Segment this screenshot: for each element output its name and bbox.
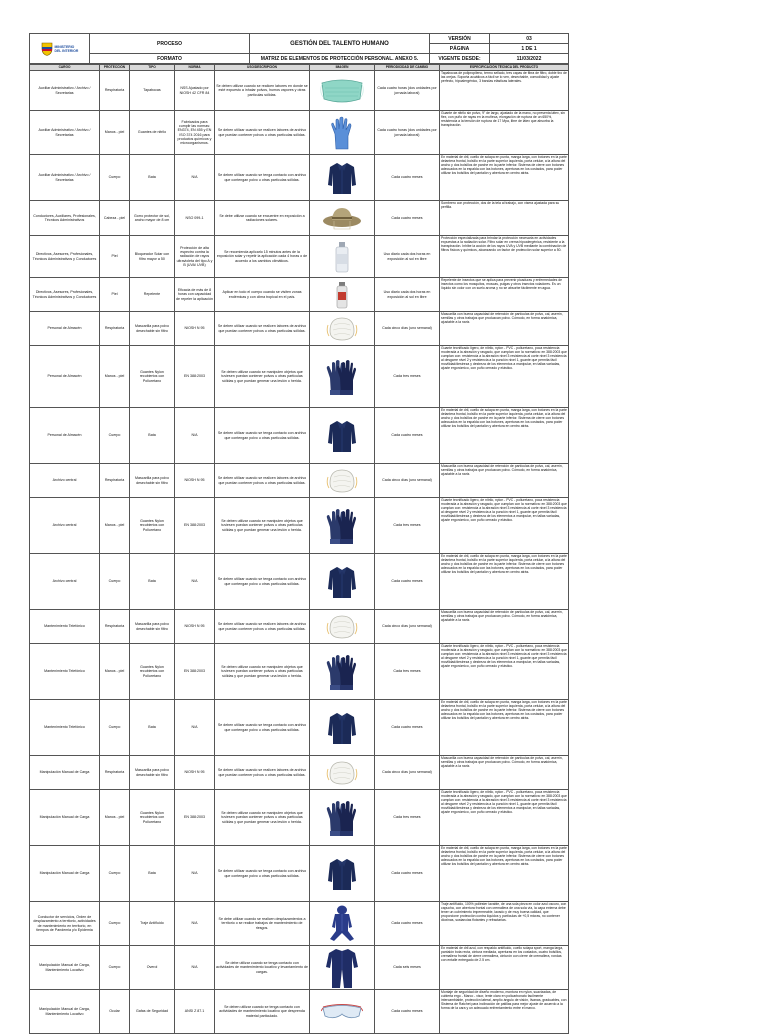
uso-cell: Se deben utilizar cuando se tenga contacto con archivo que contengan polvo u otras partículas sólidas. — [215, 554, 310, 610]
proteccion-cell: Cuerpo — [100, 700, 130, 756]
vigente-label: VIGENTE DESDE: — [430, 54, 490, 64]
overall-coverall-icon — [310, 947, 374, 989]
proteccion-cell: Cabeza - piel — [100, 201, 130, 236]
table-row — [30, 236, 569, 278]
especificacion-cell: En material de dril, cuello de solapa en punta, manga larga, con botones en la parte delantera frontal, bolsillo en la parte superior izquierda, porta celular, a la altura del ancho y dos bolsillos de parche en la parte inferior. Sistema de cierre con botones adecuados en la espalda con las botones, aperturas en los costados, para poder utilizar los bolsillos del pantalón y abertura en centro atrás. — [440, 554, 569, 610]
uso-cell: Se debe utilizar cuando se encuentre en exposición a radiaciones solares. — [215, 201, 310, 236]
image-cell — [310, 201, 375, 236]
tipo-cell: Tapabocas — [130, 71, 175, 111]
especificacion-cell: Mascarilla con buena capacidad de retención de partículas de polvo, cal, aserrín, semillas y otros trabajos que produzcan polvo. Cómodo, en forma anatómica, ajustable a la nariz. — [440, 756, 569, 790]
image-cell — [310, 111, 375, 155]
image-cell — [310, 464, 375, 498]
table-row — [30, 846, 569, 902]
tipo-cell: Mascarilla para polvo desechable sin filtro — [130, 464, 175, 498]
norma-cell: NIOSH N 95 — [175, 756, 215, 790]
cargo-cell: Personal de Almacén — [30, 346, 100, 408]
image-cell — [310, 756, 375, 790]
uso-cell: Se deben utilizar cuando se realicen labores de archivo que puedan contener polvos u otras partículas sólidas. — [215, 464, 310, 498]
version-label: VERSIÓN — [430, 34, 490, 44]
proteccion-cell: Cuerpo — [100, 408, 130, 464]
proteccion-cell: Cuerpo — [100, 155, 130, 201]
norma-cell: N/A — [175, 408, 215, 464]
vigente-value: 11/03/2022 — [490, 54, 569, 64]
cargo-cell: Archivo central — [30, 498, 100, 554]
cargo-cell: Conductor de servicios, Orden de desplazamiento a territorio, actividades de mantenimiento en territorio, en tiempos de Pandemia y/o Epidemia — [30, 902, 100, 946]
image-cell — [310, 71, 375, 111]
periodicidad-cell: Cada tres meses — [375, 498, 440, 554]
tipo-cell: Guantes de nitrilo — [130, 111, 175, 155]
image-cell — [310, 902, 375, 946]
work-coat-icon — [310, 161, 374, 195]
cargo-cell: Mantenimiento Telefónico — [30, 610, 100, 644]
proteccion-cell: Respiratoria — [100, 610, 130, 644]
cargo-cell: Mantenimiento Telefónico — [30, 644, 100, 700]
col-header-tipo: TIPO — [130, 65, 175, 71]
especificacion-cell: En material de dril azul, con respaldo antifluido, cuello solapa sport, manga larga, pantalón bota recta, cintura mediada, aperturas en los costados, cuatro bolsillos, cremallera frontal de cierre cremallera, cinturón con cierre de cremallera, rondas con entalle entregado de 2.5 cm. — [440, 946, 569, 990]
surgical-mask-icon — [310, 75, 374, 107]
norma-cell: N/A — [175, 902, 215, 946]
table-row — [30, 464, 569, 498]
table-row — [30, 201, 569, 236]
cargo-cell: Archivo central — [30, 464, 100, 498]
image-cell — [310, 990, 375, 1034]
table-row — [30, 990, 569, 1034]
image-cell — [310, 610, 375, 644]
norma-cell: NSO 099-1 — [175, 201, 215, 236]
image-cell — [310, 946, 375, 990]
norma-cell: NSS Ajustado por NIOSH 42 CFR 84 — [175, 71, 215, 111]
periodicidad-cell: Cada tres meses — [375, 790, 440, 846]
proteccion-cell: Cuerpo — [100, 902, 130, 946]
cargo-cell: Archivo central — [30, 554, 100, 610]
ppe-matrix-table — [29, 64, 569, 1034]
work-coat-icon — [310, 419, 374, 453]
proteccion-cell: Manos - piel — [100, 498, 130, 554]
especificacion-cell: Guante tecnificado ligero, de nitrilo, nylon - PVC - poliuretano, poca resistencia moderada a la abrasión y rasgado, que cumplan con la normativa: en 388:2003 que cumplan con: resistencia a la abrasión nivel 3 resistencia al corte nivel 3 resistencia al desgarre nivel 2 y resistencia a la punción nivel 1, guante que permita fácil movilidad/destreza y destreza de los elementos a manipular, en tallas variadas, ajuste ergonómico, con puño cerrado y elástico. — [440, 790, 569, 846]
proteccion-cell: Manos - piel — [100, 790, 130, 846]
periodicidad-cell: Cada cuatro meses — [375, 408, 440, 464]
table-row — [30, 71, 569, 111]
tipo-cell: Guantes Nylon recubiertos con Poliuretano — [130, 790, 175, 846]
table-row — [30, 346, 569, 408]
tipo-cell: Mascarilla para polvo desechable sin filtro — [130, 756, 175, 790]
norma-cell: N/A — [175, 155, 215, 201]
proteccion-cell: Respiratoria — [100, 312, 130, 346]
uso-cell: Se deben utilizar cuando se tenga contacto con archivo que contengan polvo u otras partículas sólidas. — [215, 700, 310, 756]
cargo-cell: Manipulación Manual de Carga — [30, 756, 100, 790]
sunscreen-bottle-icon — [310, 241, 374, 273]
norma-cell: Fabricados para cumplir las normas: EN374, EN 455 y EN ISO 374 2016 para productos químicos y microorganismos. — [175, 111, 215, 155]
norma-cell: EN 388:2003 — [175, 346, 215, 408]
tipo-cell: Gorro protector de sol, ancho mayor de 8 cm — [130, 201, 175, 236]
formato-label: FORMATO — [90, 54, 250, 64]
document-sheet — [29, 33, 568, 1034]
uso-cell: Se recomienda aplicarlo 15 minutos antes de la exposición solar y repetir la aplicación cada 4 horas o de acuerdo a los cambios climáticos. — [215, 236, 310, 278]
norma-cell: N/A — [175, 554, 215, 610]
especificacion-cell: Montaje de seguridad de diseño moderno, montura en nylon, suavizadas, de cubierta ergo - Marco - visor, lente claro en policarbonato facilmente intercambiable, protección lateral, amplio ángulo de visión, livanas, graduables, con Sistema de Ratchet para inclinación de patillas para mejor ajuste de acuerdo a la forma de la cara y un adecuado enfrentamiento entre el marco. — [440, 990, 569, 1034]
n95-respirator-icon — [310, 467, 374, 495]
cargo-cell: Personal de Almacén — [30, 312, 100, 346]
periodicidad-cell: Cada cuatro meses — [375, 155, 440, 201]
cargo-cell: Auxiliar Administrativo / Archivo / Secretarias — [30, 155, 100, 201]
especificacion-cell: Guante de nitrilo sin polvo, 9" de largo, ajustado de la mano, no presenta látex, sin flex, con puño de rayas en la muñeca, elongación de ruptura de un 650%, resistencia a la tensión de ruptura de 17 Mpa, libre de látex que absorba la transpiración. — [440, 111, 569, 155]
norma-cell: NIOSH N 95 — [175, 464, 215, 498]
cargo-cell: Auxiliar Administrativo / Archivo / Secretarias — [30, 111, 100, 155]
proceso-label: PROCESO — [90, 34, 250, 54]
coated-work-glove-icon — [310, 799, 374, 837]
proteccion-cell: Piel — [100, 236, 130, 278]
uso-cell: Se deben utilizar cuando se manipulen objetos que tuviesen puedan contener polvos u otras partículas sólidas y que puedan generar una lesión o herida. — [215, 790, 310, 846]
tipo-cell: Repelente — [130, 278, 175, 312]
periodicidad-cell: Cada cuatro horas (dos unidades por jornada laboral) — [375, 111, 440, 155]
uso-cell: Se debe utilizar cuando se realicen desplazamientos a territorio o se realice trabajos de mantenimiento de riesgos. — [215, 902, 310, 946]
table-row — [30, 644, 569, 700]
cargo-cell: Manipulación Manual de Carga — [30, 790, 100, 846]
uso-cell: Se deben utilizar cuando se realicen labores de archivo que puedan contener polvos u otras partículas sólidas. — [215, 756, 310, 790]
formato-value: MATRIZ DE ELEMENTOS DE PROTECCIÓN PERSONAL. ANEXO 5. — [250, 54, 430, 64]
tipo-cell: Bloqueador Solar con filtro mayor a 50 — [130, 236, 175, 278]
proteccion-cell: Manos - piel — [100, 111, 130, 155]
proteccion-cell: Cuerpo — [100, 946, 130, 990]
proceso-value: GESTIÓN DEL TALENTO HUMANO — [250, 34, 430, 54]
coated-work-glove-icon — [310, 653, 374, 691]
uso-cell: Se deben utilizar cuando se realicen labores de archivo que puedan contener polvos u otras partículas sólidas. — [215, 312, 310, 346]
proteccion-cell: Respiratoria — [100, 464, 130, 498]
safety-glasses-icon — [310, 1002, 374, 1022]
uso-cell: Se deben utilizar cuando se realicen labores de archivo que puedan contener polvos u otras partículas sólidas. — [215, 610, 310, 644]
image-cell — [310, 278, 375, 312]
image-cell — [310, 236, 375, 278]
cargo-cell: Manipulación Manual de Carga, Mantenimiento Locativo — [30, 990, 100, 1034]
tipo-cell: Bata — [130, 155, 175, 201]
uso-cell: Se deben utilizar cuando se realicen labores de archivo que puedan contener polvos u otras partículas sólidas. — [215, 111, 310, 155]
table-row — [30, 408, 569, 464]
especificacion-cell: Guante tecnificado ligero, de nitrilo, nylon - PVC - poliuretano, poca resistencia moderada a la abrasión y rasgado, que cumplan con la normativa: en 388:2003 que cumplan con: resistencia a la abrasión nivel 3 resistencia al corte nivel 3 resistencia al desgarre nivel 2 y resistencia a la punción nivel 1, guante que permita fácil movilidad/destreza y destreza de los elementos a manipular, en tallas variadas, ajuste ergonómico, con puño cerrado y elástico. — [440, 498, 569, 554]
periodicidad-cell: Cada cuatro meses — [375, 201, 440, 236]
pagina-label: PÁGINA — [430, 44, 490, 54]
periodicidad-cell: Cada cinco días (uno semanal) — [375, 756, 440, 790]
periodicidad-cell: Cada cinco días (uno semanal) — [375, 312, 440, 346]
uso-cell: Se deben utilizar cuando se manipulen objetos que tuviesen puedan contener polvos u otras partículas sólidas y que puedan generar una lesión o herida. — [215, 644, 310, 700]
uso-cell: Se deben utilizar cuando se tenga contacto con archivo que contengan polvo u otras partículas sólidas. — [215, 846, 310, 902]
table-row — [30, 155, 569, 201]
proteccion-cell: Manos - piel — [100, 346, 130, 408]
uso-cell: Se deben utilizar cuando se realicen labores en donde se esté expuesto a inhalar polvos, humos vapores y otras partículas sólidas. — [215, 71, 310, 111]
cargo-cell: Conductores, Auxiliares, Profesionales, Técnicos Administrativos — [30, 201, 100, 236]
table-row — [30, 946, 569, 990]
norma-cell: N/A — [175, 946, 215, 990]
especificacion-cell: Guante tecnificado ligero, de nitrilo, nylon - PVC - poliuretano, poca resistencia moderada a la abrasión y rasgado, que cumplan con la normativa: en 388:2003 que cumplan con: resistencia a la abrasión nivel 3 resistencia al corte nivel 3 resistencia al desgarre nivel 2 y resistencia a la punción nivel 1, guante que permita fácil movilidad/destreza y destreza de los elementos a manipular, en tallas variadas, ajuste ergonómico, con puño cerrado y elástico. — [440, 644, 569, 700]
proteccion-cell: Manos - piel — [100, 644, 130, 700]
especificacion-cell: Mascarilla con buena capacidad de retención de partículas de polvo, cal, aserrín, semillas y otros trabajos que produzcan polvo. Cómodo, en forma anatómica, ajustable a la nariz. — [440, 464, 569, 498]
periodicidad-cell: Cada cuatro meses — [375, 554, 440, 610]
logo-text: MINISTERIO DEL INTERIOR — [54, 44, 79, 53]
table-row — [30, 554, 569, 610]
periodicidad-cell: Cada cuatro meses — [375, 902, 440, 946]
cargo-cell: Directivos, Asesores, Profesionales, Técnicos Administrativos y Conductores — [30, 278, 100, 312]
periodicidad-cell: Cada cuatro meses — [375, 846, 440, 902]
document-header — [29, 33, 569, 64]
tipo-cell: Bata — [130, 846, 175, 902]
tipo-cell: Guantes Nylon recubiertos con Poliuretano — [130, 498, 175, 554]
image-cell — [310, 554, 375, 610]
pagina-value: 1 DE 1 — [490, 44, 569, 54]
proteccion-cell: Ocular — [100, 990, 130, 1034]
norma-cell: Protección de alta espectro contra la radiación de rayos ultravioleta del tipo A y B (UVA/ UVB) — [175, 236, 215, 278]
especificacion-cell: Repelente de insectos que se aplica para prevenir picaduras y enfermedades de insectos como los mosquitos, moscas, pulgas y otros insectos voladores. Es un líquido sin color con un suelo aroma y no se absorbe fácilmente en agua. — [440, 278, 569, 312]
periodicidad-cell: Cada seis meses — [375, 946, 440, 990]
work-coat-icon — [310, 565, 374, 599]
cargo-cell: Personal de Almacén — [30, 408, 100, 464]
proteccion-cell: Respiratoria — [100, 756, 130, 790]
proteccion-cell: Cuerpo — [100, 846, 130, 902]
n95-respirator-icon — [310, 315, 374, 343]
image-cell — [310, 498, 375, 554]
table-row — [30, 756, 569, 790]
tipo-cell: Guantes Nylon recubiertos con Poliuretano — [130, 346, 175, 408]
periodicidad-cell: Cada tres meses — [375, 346, 440, 408]
sun-hat-icon — [310, 205, 374, 231]
norma-cell: N/A — [175, 846, 215, 902]
n95-respirator-icon — [310, 613, 374, 641]
norma-cell: EN 388:2003 — [175, 644, 215, 700]
especificacion-cell: Guante tecnificado ligero, de nitrilo, nylon - PVC - poliuretano, poca resistencia moderada a la abrasión y rasgado, que cumplan con la normativa: en 388:2003 que cumplan con: resistencia a la abrasión nivel 3 resistencia al corte nivel 3 resistencia al desgarre nivel 2 y resistencia a la punción nivel 1, guante que permita fácil movilidad/destreza y destreza de los elementos a manipular, en tallas variadas, ajuste ergonómico, con puño cerrado y elástico. — [440, 346, 569, 408]
norma-cell: NIOSH N 95 — [175, 610, 215, 644]
table-row — [30, 278, 569, 312]
periodicidad-cell: Uso diario cada dos horas en exposición al sol en libre — [375, 278, 440, 312]
coated-work-glove-icon — [310, 507, 374, 545]
tipo-cell: Bata — [130, 554, 175, 610]
uso-cell: Se deben utilizar cuando se tenga contacto con archivo que contengan polvo u otras partículas sólidas. — [215, 155, 310, 201]
especificacion-cell: Traje antifluido, 100% poliéster lavable, de una sola pieza en color azul oscuro, con capucha, con abertura frontal con cremallera de una sola vía, la capa externa debe tener un cubrimiento impermeable, lavado y de muy buena calidad, que proporcione protección contra líquidos y partículas de +0,5 micras, no contener dioxinas, sustancias flotantes y refractarias. — [440, 902, 569, 946]
n95-respirator-icon — [310, 759, 374, 787]
nitrile-glove-icon — [310, 116, 374, 150]
norma-cell: Eficacia de más de 8 horas con capacidad de repeler la aplicación — [175, 278, 215, 312]
col-header-imagen: IMAGEN — [310, 65, 375, 71]
cargo-cell: Auxiliar Administrativo / Archivo / Secretarias — [30, 71, 100, 111]
tipo-cell: Gafas de Seguridad — [130, 990, 175, 1034]
especificacion-cell: En material de dril, cuello de solapa en punta, manga larga, con botones en la parte delantera frontal, bolsillo en la parte superior izquierda, porta celular, a la altura del ancho y dos bolsillos de parche en la parte inferior. Sistema de cierre con botones adecuados en la espalda con las botones, aperturas en los costados, para poder utilizar los bolsillos del pantalón y abertura en centro atrás. — [440, 846, 569, 902]
uso-cell: Se deben utilizar cuando se manipulen objetos que tuviesen puedan contener polvos u otras partículas sólidas y que puedan generar una lesión o herida. — [215, 498, 310, 554]
especificacion-cell: Tapabocas de polipropileno, termo sellado, tres capas de fibra de filtro, doble tiro de las orejas. Soporta acuáticos a fácil se lo ven, desechable, comodidad y ajuste perfecto, hipoalergénico, 3 bandas elásticas laterales. — [440, 71, 569, 111]
cargo-cell: Mantenimiento Telefónico — [30, 700, 100, 756]
uso-cell: Se debe utilizar cuando se tenga contacto con actividades de mantenimiento locativo y levantamiento de cargas. — [215, 946, 310, 990]
especificacion-cell: Mascarilla con buena capacidad de retención de partículas de polvo, cal, aserrín, semillas y otros trabajos que produzcan polvo. Cómodo, en forma anatómica, ajustable a la nariz. — [440, 610, 569, 644]
especificacion-cell: Mascarilla con buena capacidad de retención de partículas de polvo, cal, aserrín, semillas y otros trabajos que produzcan polvo. Cómodo, en forma anatómica, ajustable a la nariz. — [440, 312, 569, 346]
table-row — [30, 902, 569, 946]
image-cell — [310, 312, 375, 346]
antifluid-suit-icon — [310, 905, 374, 943]
tipo-cell: Bata — [130, 700, 175, 756]
table-row — [30, 790, 569, 846]
col-header-proteccion: PROTECCIÓN — [100, 65, 130, 71]
norma-cell: ANSI Z 87.1 — [175, 990, 215, 1034]
periodicidad-cell: Cada tres meses — [375, 644, 440, 700]
norma-cell: EN 388:2003 — [175, 498, 215, 554]
coated-work-glove-icon — [310, 358, 374, 396]
cargo-cell: Directivos, Asesores, Profesionales, Técnicos Administrativos y Conductores — [30, 236, 100, 278]
periodicidad-cell: Cada cuatro meses — [375, 990, 440, 1034]
periodicidad-cell: Cada cinco días (uno semanal) — [375, 464, 440, 498]
col-header-uso: USO/DESCRIPCIÓN — [215, 65, 310, 71]
uso-cell: Se deben utilizar cuando se tenga contacto con actividades de mantenimiento locativo que desprenda material particulado. — [215, 990, 310, 1034]
tipo-cell: Mascarilla para polvo desechable sin filtro — [130, 610, 175, 644]
repellent-spray-icon — [310, 281, 374, 309]
uso-cell: Se deben utilizar cuando se tenga contacto con archivo que contengan polvo u otras partículas sólidas. — [215, 408, 310, 464]
norma-cell: N/A — [175, 700, 215, 756]
coat-of-arms-icon — [41, 42, 53, 56]
especificacion-cell: Sombrero con protección, dos de la tela al trabajo, con visera ajustada para su perfilla. — [440, 201, 569, 236]
table-row — [30, 610, 569, 644]
periodicidad-cell: Cada cinco días (uno semanal) — [375, 610, 440, 644]
especificacion-cell: En material de dril, cuello de solapa en punta, manga larga, con botones en la parte delantera frontal, bolsillo en la parte superior izquierda, porta celular, a la altura del ancho y dos bolsillos de parche en la parte inferior. Sistema de cierre con botones adecuados en la espalda con las botones, aperturas en los costados, para poder utilizar los bolsillos del pantalón y abertura en centro atrás. — [440, 408, 569, 464]
col-header-especificacion: ESPECIFICACIÓN TÉCNICA DEL PRODUCTO — [440, 65, 569, 71]
col-header-norma: NORMA — [175, 65, 215, 71]
tipo-cell: Mascarilla para polvo desechable sin filtro — [130, 312, 175, 346]
image-cell — [310, 346, 375, 408]
proteccion-cell: Cuerpo — [100, 554, 130, 610]
image-cell — [310, 408, 375, 464]
tipo-cell: Overol — [130, 946, 175, 990]
work-coat-icon — [310, 857, 374, 891]
especificacion-cell: En material de dril, cuello de solapa en punta, manga larga, con botones en la parte delantera frontal, bolsillo en la parte superior izquierda, porta celular, a la altura del ancho y dos bolsillos de parche en la parte inferior. Sistema de cierre con botones adecuados en la espalda con las botones, aperturas en los costados, para poder utilizar los bolsillos del pantalón y abertura en centro atrás. — [440, 155, 569, 201]
periodicidad-cell: Uso diario cada dos horas en exposición al sol en libre — [375, 236, 440, 278]
work-coat-icon — [310, 711, 374, 745]
table-row — [30, 111, 569, 155]
periodicidad-cell: Cada cuatro horas (dos unidades por jornada laboral) — [375, 71, 440, 111]
uso-cell: Se deben utilizar cuando se manipulen objetos que tuviesen puedan contener polvos u otras partículas sólidas y que puedan generar una lesión o herida. — [215, 346, 310, 408]
tipo-cell: Guantes Nylon recubiertos con Poliuretano — [130, 644, 175, 700]
cargo-cell: Manipulación Manual de Carga — [30, 846, 100, 902]
norma-cell: NIOSH N 95 — [175, 312, 215, 346]
especificacion-cell: Protección especializada para brindar la protección necesaria en actividades expuestas a la radiación solar. Filtro solar en crema hipoalergénica, resistente a la transpiración. Inhibe la acción de los rayos UVA y UVB mediante la combinación de filtros físicos y químicos, alcanzando un factor de protección solar superior a 50. — [440, 236, 569, 278]
norma-cell: EN 388:2003 — [175, 790, 215, 846]
proteccion-cell: Respiratoria — [100, 71, 130, 111]
cargo-cell: Manipulación Manual de Carga, Mantenimiento Locativo — [30, 946, 100, 990]
col-header-periodicidad: PERIODICIDAD DE CAMBIO — [375, 65, 440, 71]
image-cell — [310, 790, 375, 846]
version-value: 03 — [490, 34, 569, 44]
table-row — [30, 312, 569, 346]
logo-cell — [30, 34, 90, 64]
table-row — [30, 498, 569, 554]
uso-cell: Aplicar en todo el cuerpo cuando se visiten zonas endémicas y con clima tropical en el país. — [215, 278, 310, 312]
especificacion-cell: En material de dril, cuello de solapa en punta, manga larga, con botones en la parte delantera frontal, bolsillo en la parte superior izquierda, porta celular, a la altura del ancho y dos bolsillos de parche en la parte inferior. Sistema de cierre con botones adecuados en la espalda con las botones, aperturas en los costados, para poder utilizar los bolsillos del pantalón y abertura en centro atrás. — [440, 700, 569, 756]
image-cell — [310, 846, 375, 902]
image-cell — [310, 700, 375, 756]
col-header-cargo: CARGO — [30, 65, 100, 71]
periodicidad-cell: Cada cuatro meses — [375, 700, 440, 756]
tipo-cell: Traje Antifluido — [130, 902, 175, 946]
proteccion-cell: Piel — [100, 278, 130, 312]
tipo-cell: Bata — [130, 408, 175, 464]
image-cell — [310, 644, 375, 700]
table-row — [30, 700, 569, 756]
image-cell — [310, 155, 375, 201]
